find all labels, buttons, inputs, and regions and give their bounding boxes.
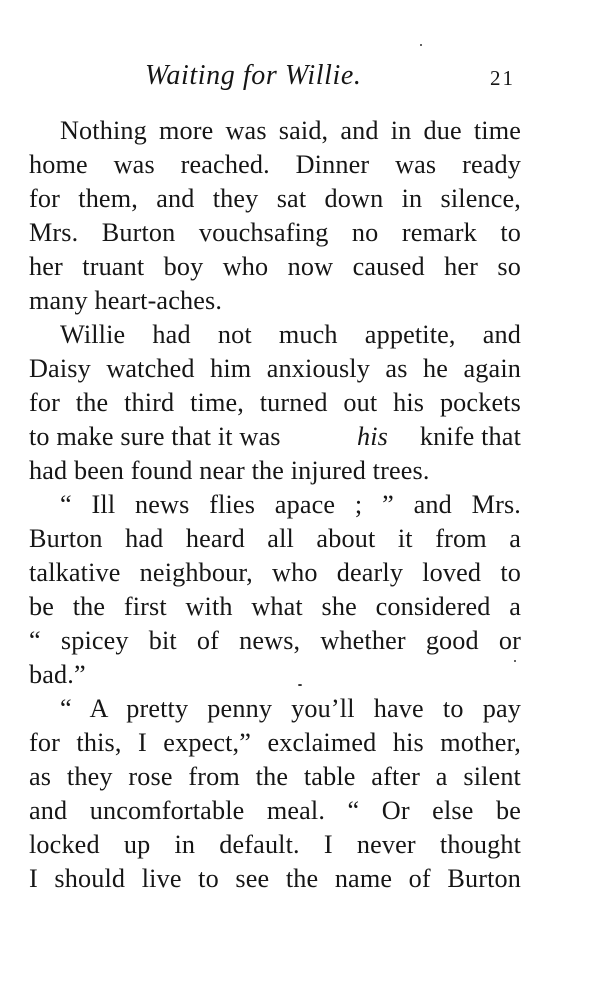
text-line: had been found near the injured trees. xyxy=(29,456,430,485)
print-speck xyxy=(298,684,302,686)
text-line: her truant boy who now caused her so xyxy=(29,252,521,281)
print-speck xyxy=(420,44,422,46)
text-line: home was reached. Dinner was ready xyxy=(29,150,521,179)
text-line: for the third time, turned out his pockets xyxy=(29,388,521,417)
text-line: talkative neighbour, who dearly loved to xyxy=(29,558,521,587)
text-line: Burton had heard all about it from a xyxy=(29,524,521,553)
text-line: I should live to see the name of Burton xyxy=(29,864,521,893)
text-line: for them, and they sat down in silence, xyxy=(29,184,521,213)
text-line: be the first with what she considered a xyxy=(29,592,521,621)
running-head xyxy=(0,60,597,100)
text-line: “ Ill news flies apace ; ” and Mrs. xyxy=(60,490,521,519)
text-line: locked up in default. I never thought xyxy=(29,830,521,859)
text-line: “ spicey bit of news, whether good or xyxy=(29,626,521,655)
text-line: bad.” xyxy=(29,660,86,689)
text-segment: to make sure that it was xyxy=(29,422,281,451)
page-number: 21 xyxy=(490,66,515,90)
italic-emphasis: his xyxy=(357,422,389,451)
text-line: Mrs. Burton vouchsafing no remark to xyxy=(29,218,521,247)
running-title: Waiting for Willie. xyxy=(145,60,362,91)
text-segment: knife that xyxy=(419,422,521,451)
text-line: “ A pretty penny you’ll have to pay xyxy=(60,694,521,723)
text-line: for this, I expect,” exclaimed his mother, xyxy=(29,728,521,757)
text-line: Daisy watched him anxiously as he again xyxy=(29,354,521,383)
text-line: as they rose from the table after a silent xyxy=(29,762,521,791)
text-line: Willie had not much appetite, and xyxy=(60,320,521,349)
text-line: many heart-aches. xyxy=(29,286,223,315)
text-line: Nothing more was said, and in due time xyxy=(60,116,521,145)
text-line: and uncomfortable meal. “ Or else be xyxy=(29,796,521,825)
print-speck xyxy=(514,660,516,662)
